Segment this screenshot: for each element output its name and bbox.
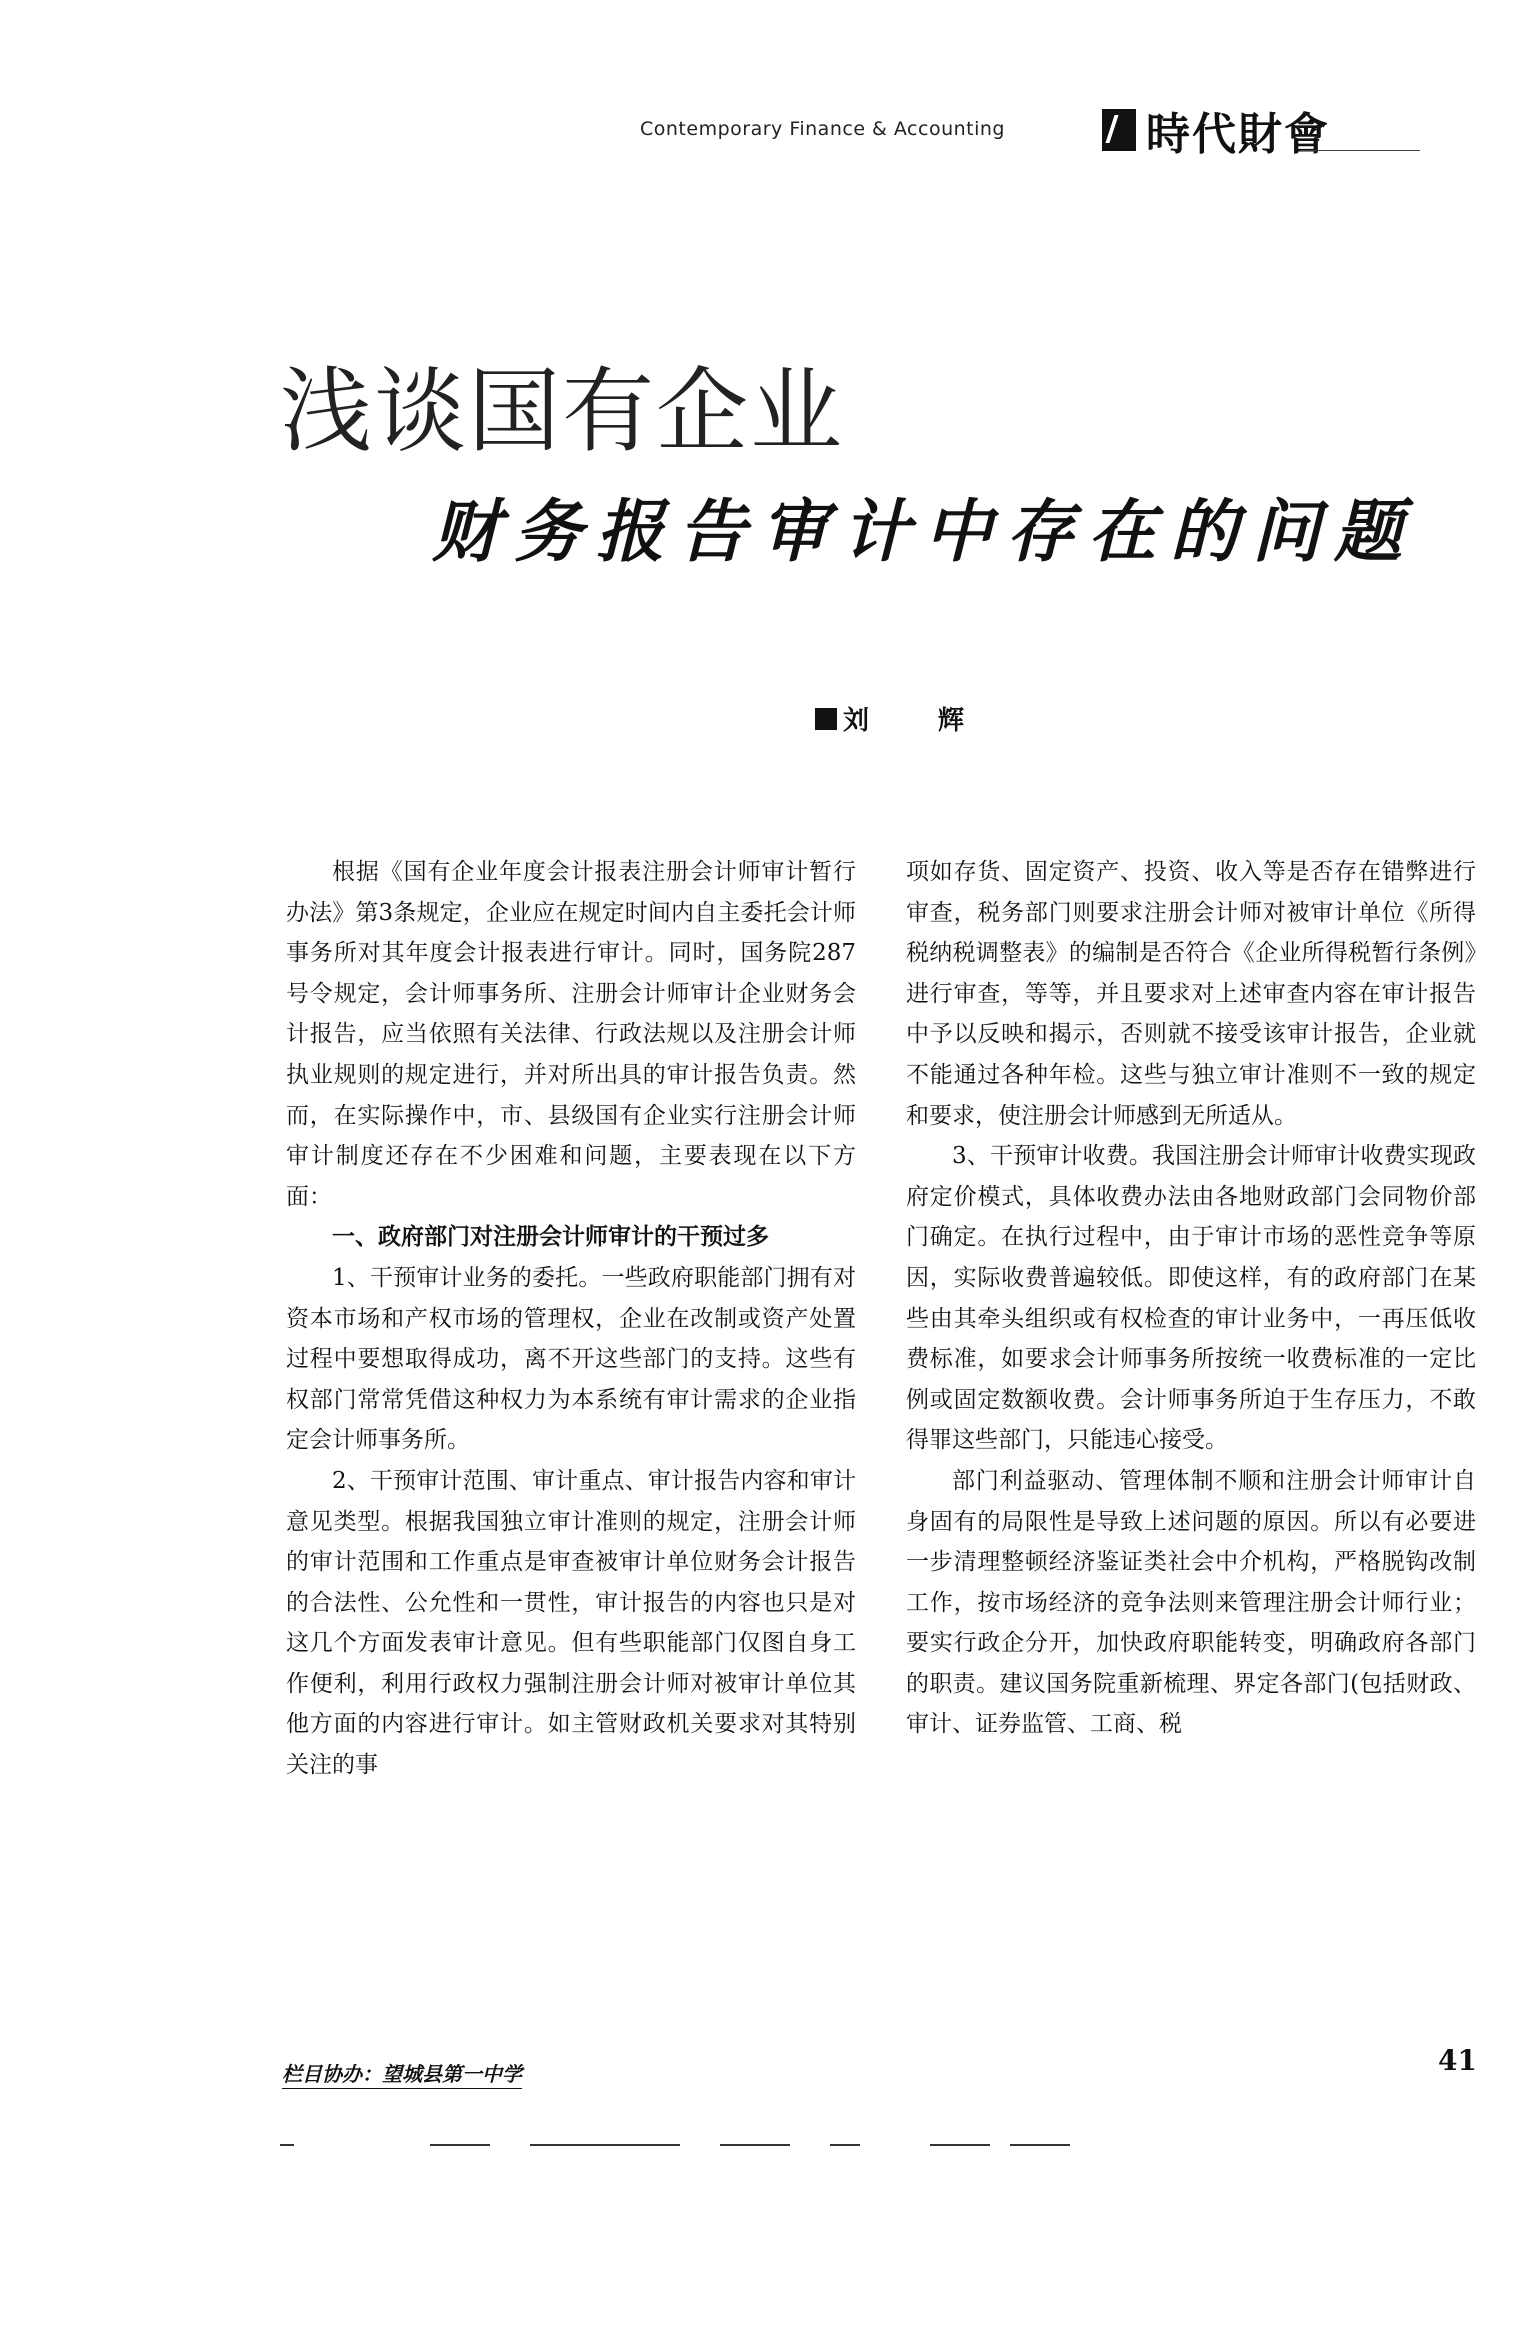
paragraph: 3、干预审计收费。我国注册会计师审计收费实现政府定价模式，具体收费办法由各地财政部门会同物价部门确定。在执行过程中，由于审计市场的恶性竞争等原因，实际收费普遍较低。即使这样，有的政府部门在某些由其牵头组织或有权检查的审计业务中，一再压低收费标准，如要求会计师事务所按统一收费标准的一定比例或固定数额收费。会计师事务所迫于生存压力，不敢得罪这些部门，只能违心接受。 [906, 1143, 1476, 1454]
article-title-line1: 浅谈国有企业 [280, 358, 845, 465]
author-name: 刘 辉 [843, 706, 995, 736]
page-number: 41 [1438, 2044, 1477, 2077]
byline-square-icon [815, 708, 837, 730]
journal-chinese-title: 時代財會 [1146, 109, 1330, 160]
paragraph: 根据《国有企业年度会计报表注册会计师审计暂行办法》第3条规定，企业应在规定时间内自主委托会计师事务所对其年度会计报表进行审计。同时，国务院287号令规定，会计师事务所、注册会计师审计企业财务会计报告，应当依照有关法律、行政法规以及注册会计师执业规则的规定进行，并对所出具的审计报告负责。然而，在实际操作中，市、县级国有企业实行注册会计师审计制度还存在不少困难和问题，主要表现在以下方面： [286, 859, 856, 1210]
right-column [906, 852, 1476, 1745]
paragraph: 部门利益驱动、管理体制不顺和注册会计师审计自身固有的局限性是导致上述问题的原因。所以有必要进一步清理整顿经济鉴证类社会中介机构，严格脱钩改制工作，按市场经济的竞争法则来管理注册会计师行业；要实行政企分开，加快政府职能转变，明确政府各部门的职责。建议国务院重新梳理、界定各部门(包括财政、审计、证券监管、工商、税 [906, 1467, 1476, 1738]
scan-artifact-marks [270, 2140, 1090, 2150]
column-sponsor: 栏目协办：望城县第一中学 [282, 2058, 522, 2089]
left-column [286, 852, 856, 1786]
journal-english-title: Contemporary Finance & Accounting [640, 118, 1005, 140]
journal-logo [1102, 98, 1330, 162]
journal-logo-mark-icon [1102, 109, 1136, 151]
paragraph: 2、干预审计范围、审计重点、审计报告内容和审计意见类型。根据我国独立审计准则的规定，注册会计师的审计范围和工作重点是审查被审计单位财务会计报告的合法性、公允性和一贯性，审计报告的内容也只是对这几个方面发表审计意见。但有些职能部门仅图自身工作便利，利用行政权力强制注册会计师对被审计单位其他方面的内容进行审计。如主管财政机关要求对其特别关注的事 [286, 1467, 856, 1779]
header-rule [1300, 150, 1420, 151]
paragraph-continued: 项如存货、固定资产、投资、收入等是否存在错弊进行审查，税务部门则要求注册会计师对被审计单位《所得税纳税调整表》的编制是否符合《企业所得税暂行条例》进行审查，等等，并且要求对上述审查内容在审计报告中予以反映和揭示，否则就不接受该审计报告，企业就不能通过各种年检。这些与独立审计准则不一致的规定和要求，使注册会计师感到无所适从。 [906, 859, 1476, 1129]
article-title-line2: 财务报告审计中存在的问题 [432, 492, 1417, 572]
author-byline [815, 700, 994, 737]
paragraph: 1、干预审计业务的委托。一些政府职能部门拥有对资本市场和产权市场的管理权，企业在改制或资产处置过程中要想取得成功，离不开这些部门的支持。这些有权部门常常凭借这种权力为本系统有审计需求的企业指定会计师事务所。 [286, 1264, 856, 1454]
section-heading: 一、政府部门对注册会计师审计的干预过多 [332, 1223, 769, 1251]
